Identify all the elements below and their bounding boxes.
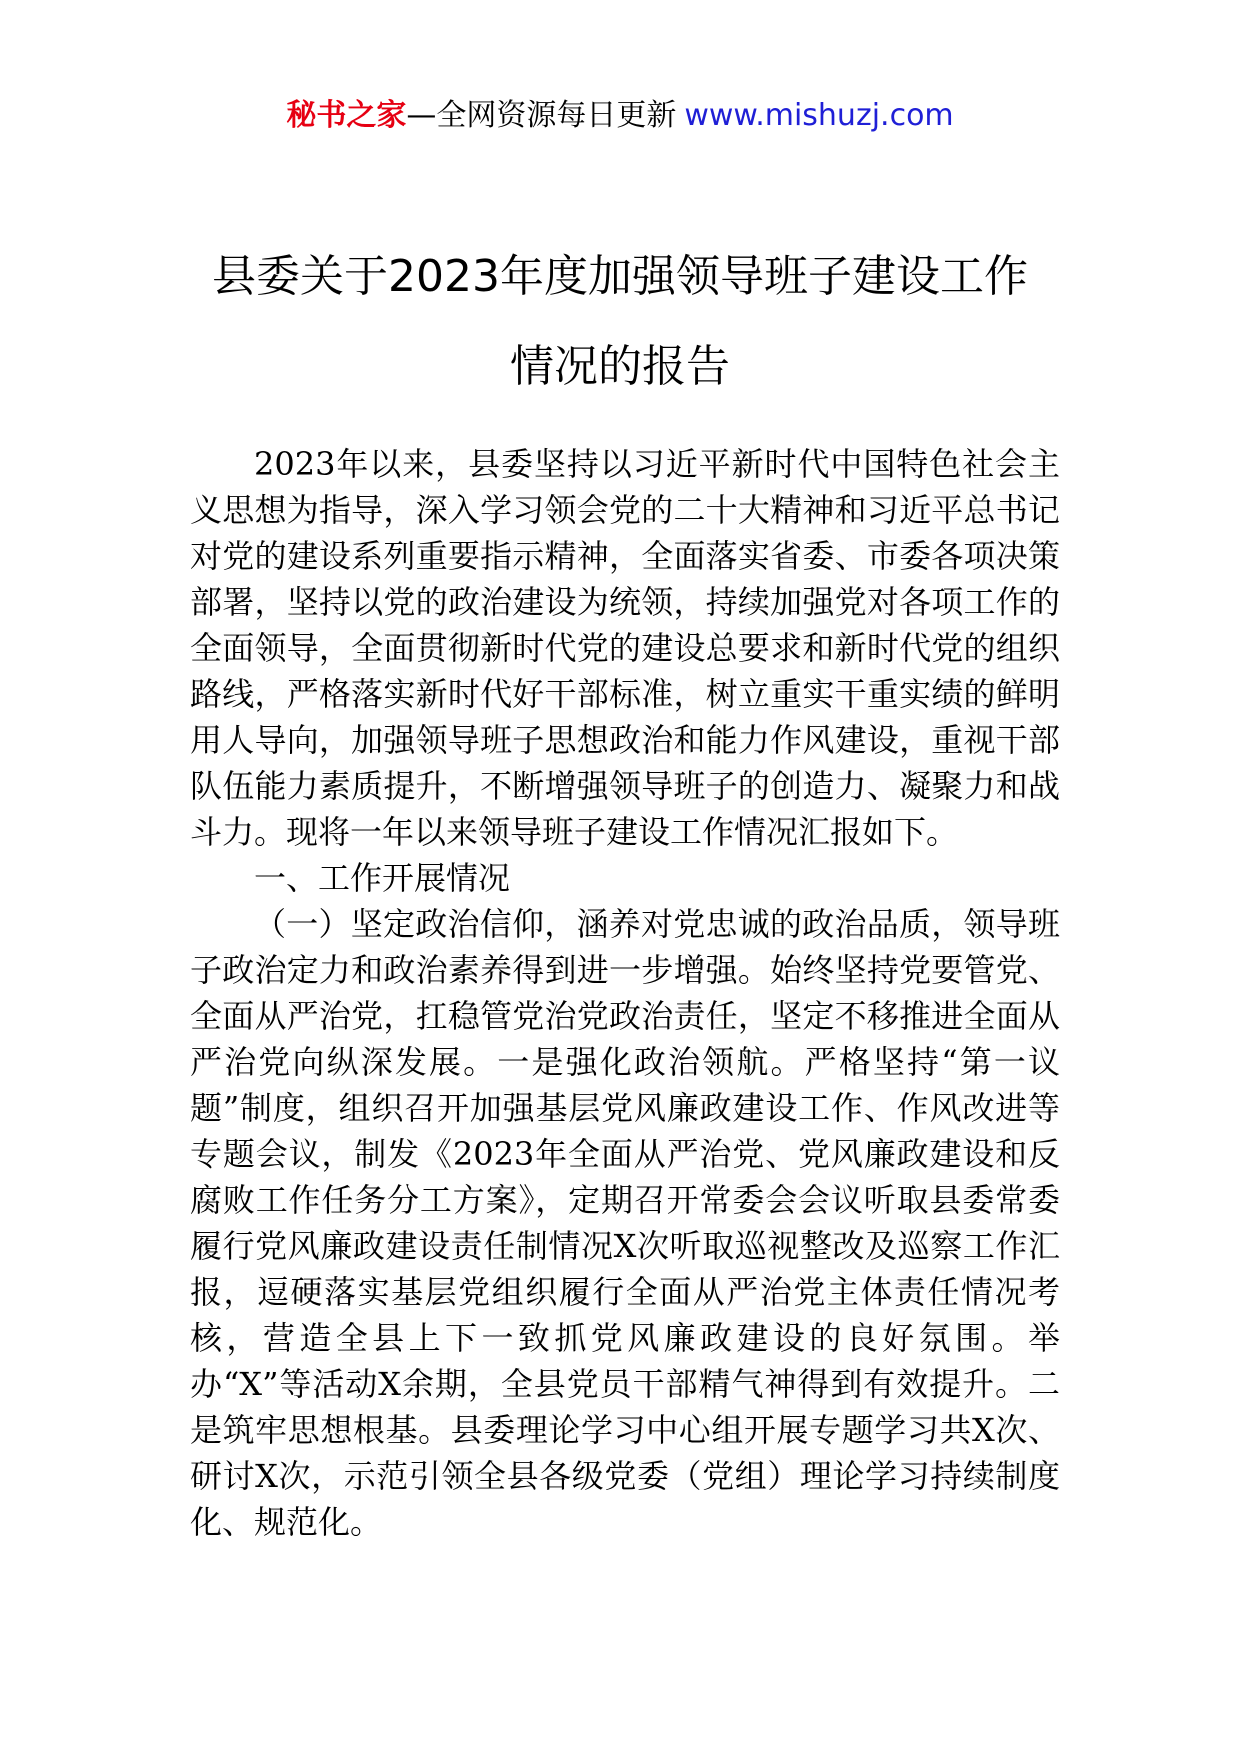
- title-line-1: 县委关于2023年度加强领导班子建设工作: [212, 251, 1028, 302]
- site-url-link[interactable]: www.mishuzj.com: [684, 98, 954, 133]
- site-header: [0, 96, 1240, 136]
- body-paragraph: （一）坚定政治信仰，涵养对党忠诚的政治品质，领导班子政治定力和政治素养得到进一步增强。始终坚持党要管党、全面从严治党，扛稳管党治党政治责任，坚定不移推进全面从严治党向纵深发展。一是强化政治领航。严格坚持“第一议题”制度，组织召开加强基层党风廉政建设工作、作风改进等专题会议，制发《2023年全面从严治党、党风廉政建设和反腐败工作任务分工方案》，定期召开常委会会议听取县委常委履行党风廉政建设责任制情况X次听取巡视整改及巡察工作汇报，逗硬落实基层党组织履行全面从严治党主体责任情况考核，营造全县上下一致抓党风廉政建设的良好氛围。举办“X”等活动X余期，全县党员干部精气神得到有效提升。二是筑牢思想根基。县委理论学习中心组开展专题学习共X次、研讨X次，示范引领全县各级党委（党组）理论学习持续制度化、规范化。: [190, 905, 1060, 1541]
- intro-paragraph: 2023年以来，县委坚持以习近平新时代中国特色社会主义思想为指导，深入学习领会党的二十大精神和习近平总书记对党的建设系列重要指示精神，全面落实省委、市委各项决策部署，坚持以党的政治建设为统领，持续加强党对各项工作的全面领导，全面贯彻新时代党的建设总要求和新时代党的组织路线，严格落实新时代好干部标准，树立重实干重实绩的鲜明用人导向，加强领导班子思想政治和能力作风建设，重视干部队伍能力素质提升，不断增强领导班子的创造力、凝聚力和战斗力。现将一年以来领导班子建设工作情况汇报如下。: [190, 445, 1060, 851]
- site-slogan: —全网资源每日更新: [406, 98, 677, 133]
- document-title: [140, 232, 1100, 412]
- document-body: [190, 441, 1060, 1545]
- section-heading: 一、工作开展情况: [254, 859, 511, 897]
- title-line-2: 情况的报告: [510, 341, 730, 392]
- site-brand: 秘书之家: [286, 98, 407, 133]
